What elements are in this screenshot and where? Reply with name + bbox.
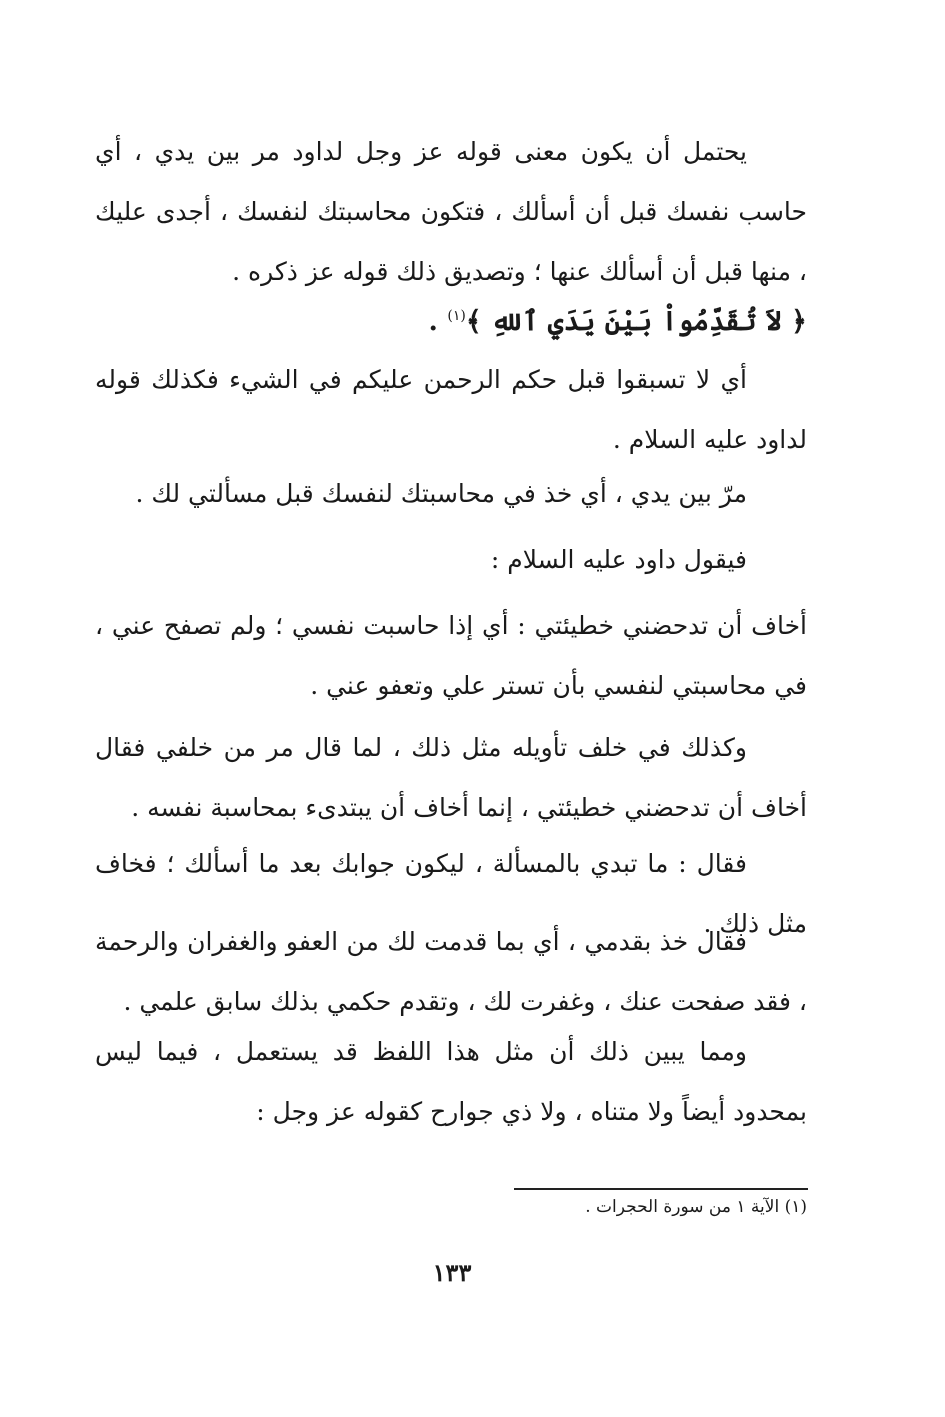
paragraph-8: فقال خذ بقدمي ، أي بما قدمت لك من العفو والغفران والرحمة ، فقد صفحت عنك ، وغفرت لك ، وتقدم حكمي بذلك سابق علمي .	[95, 927, 807, 1016]
paragraph-7: فقال : ما تبدي بالمسألة ، ليكون جوابك بعد ما أسألك ؛ فخاف مثل ذلك .	[95, 849, 807, 938]
verse-text: ﴿ لاَ تُقَدِّمُواْ بَيْنَ يَدَيِ ٱللهِ ﴾	[465, 306, 807, 337]
paragraph-1: يحتمل أن يكون معنى قوله عز وجل لداود مر بين يدي ، أي حاسب نفسك قبل أن أسألك ، فتكون محاسبتك لنفسك ، أجدى عليك ، منها قبل أن أسألك عنها ؛ وتصديق ذلك قوله عز ذكره .	[95, 137, 807, 286]
footnote: (١) الآية ١ من سورة الحجرات .	[585, 1197, 807, 1217]
footnote-ref: (١)	[447, 308, 466, 324]
paragraph-5: أخاف أن تدحضني خطيئتي : أي إذا حاسبت نفسي ؛ ولم تصفح عني ، في محاسبتي لنفسي بأن تستر علي وتعفو عني .	[95, 611, 807, 700]
paragraph-4: فيقول داود عليه السلام :	[490, 545, 747, 574]
paragraph-3: مرّ بين يدي ، أي خذ في محاسبتك لنفسك قبل مسألتي لك .	[135, 479, 747, 508]
footnote-divider	[514, 1188, 808, 1190]
paragraph-9: ومما يبين ذلك أن مثل هذا اللفظ قد يستعمل ، فيما ليس بمحدود أيضاً ولا متناه ، ولا ذي جوارح كقوله عز وجل :	[95, 1037, 807, 1126]
paragraph-6: وكذلك في خلف تأويله مثل ذلك ، لما قال مر من خلفي فقال أخاف أن تدحضني خطيئتي ، إنما أخاف أن يبتدىء بمحاسبة نفسه .	[95, 733, 807, 822]
verse-end: .	[428, 306, 448, 337]
page-number: ١٣٣	[432, 1258, 472, 1287]
quran-verse	[107, 296, 807, 342]
paragraph-2: أي لا تسبقوا قبل حكم الرحمن عليكم في الشيء فكذلك قوله لداود عليه السلام .	[95, 365, 807, 454]
